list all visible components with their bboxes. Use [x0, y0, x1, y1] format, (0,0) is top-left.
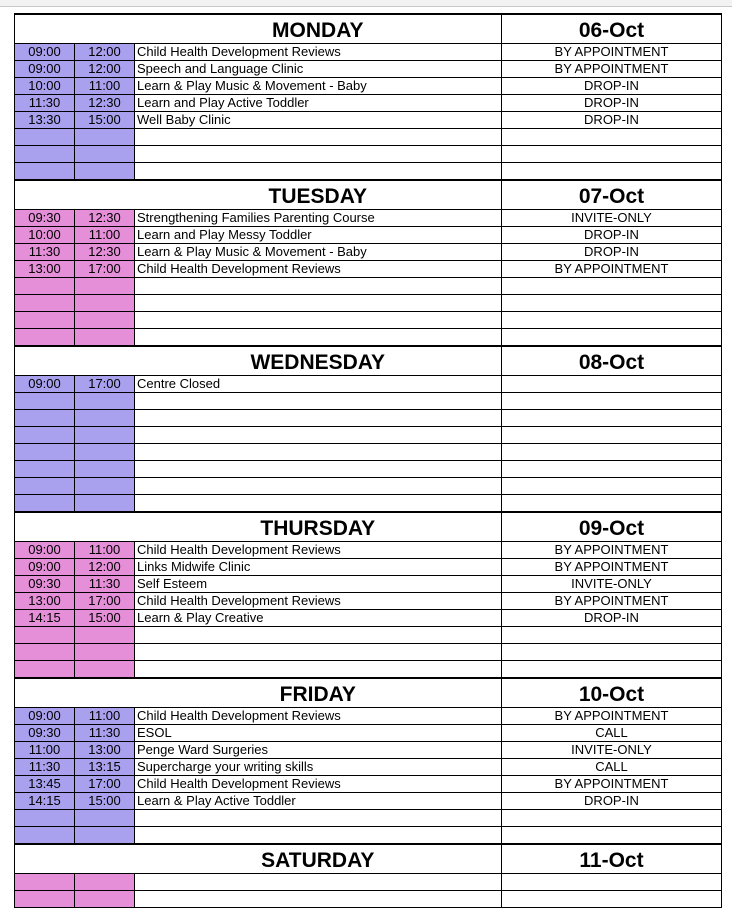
schedule-row	[15, 427, 722, 444]
booking-type-cell[interactable]	[502, 312, 722, 329]
end-time-cell[interactable]	[75, 827, 135, 845]
activity-cell[interactable]	[135, 661, 502, 679]
day-header-row	[15, 678, 722, 708]
schedule-row	[15, 742, 722, 759]
schedule-row	[15, 542, 722, 559]
schedule-row	[15, 478, 722, 495]
schedule-row	[15, 627, 722, 644]
start-time-cell[interactable]: 09:30	[15, 576, 75, 593]
schedule-row	[15, 95, 722, 112]
start-time-cell[interactable]	[15, 329, 75, 347]
end-time-cell[interactable]	[75, 129, 135, 146]
start-time-cell[interactable]: 14:15	[15, 610, 75, 627]
schedule-row	[15, 44, 722, 61]
end-time-cell[interactable]: 11:00	[75, 542, 135, 559]
end-time-cell[interactable]: 17:00	[75, 776, 135, 793]
end-time-cell[interactable]	[75, 146, 135, 163]
booking-type-cell[interactable]: DROP-IN	[502, 793, 722, 810]
schedule-row	[15, 278, 722, 295]
start-time-cell[interactable]: 09:00	[15, 44, 75, 61]
end-time-cell[interactable]: 12:00	[75, 44, 135, 61]
end-time-cell[interactable]	[75, 444, 135, 461]
schedule-row	[15, 810, 722, 827]
booking-type-cell[interactable]	[502, 129, 722, 146]
day-date[interactable]: 06-Oct	[502, 14, 722, 44]
schedule-row	[15, 444, 722, 461]
activity-cell[interactable]	[135, 163, 502, 181]
start-time-cell[interactable]	[15, 478, 75, 495]
activity-cell[interactable]	[135, 295, 502, 312]
booking-type-cell[interactable]: INVITE-ONLY	[502, 742, 722, 759]
start-time-cell[interactable]	[15, 393, 75, 410]
booking-type-cell[interactable]: BY APPOINTMENT	[502, 708, 722, 725]
schedule-row	[15, 78, 722, 95]
activity-cell[interactable]: Links Midwife Clinic	[135, 559, 502, 576]
end-time-cell[interactable]	[75, 312, 135, 329]
end-time-cell[interactable]: 17:00	[75, 593, 135, 610]
schedule-row	[15, 708, 722, 725]
booking-type-cell[interactable]	[502, 393, 722, 410]
day-date[interactable]: 09-Oct	[502, 512, 722, 542]
activity-cell[interactable]	[135, 278, 502, 295]
activity-cell[interactable]: Learn and Play Messy Toddler	[135, 227, 502, 244]
booking-type-cell[interactable]	[502, 627, 722, 644]
day-date[interactable]: 08-Oct	[502, 346, 722, 376]
start-time-cell[interactable]: 09:30	[15, 725, 75, 742]
booking-type-cell[interactable]: DROP-IN	[502, 95, 722, 112]
end-time-cell[interactable]	[75, 478, 135, 495]
booking-type-cell[interactable]	[502, 661, 722, 679]
activity-cell[interactable]: Child Health Development Reviews	[135, 44, 502, 61]
booking-type-cell[interactable]: BY APPOINTMENT	[502, 44, 722, 61]
schedule-row	[15, 210, 722, 227]
booking-type-cell[interactable]	[502, 495, 722, 513]
schedule-row	[15, 61, 722, 78]
start-time-cell[interactable]	[15, 278, 75, 295]
end-time-cell[interactable]	[75, 644, 135, 661]
schedule-row	[15, 227, 722, 244]
activity-cell[interactable]	[135, 478, 502, 495]
start-time-cell[interactable]: 09:00	[15, 708, 75, 725]
start-time-cell[interactable]: 11:00	[15, 742, 75, 759]
schedule-row	[15, 461, 722, 478]
end-time-cell[interactable]: 11:00	[75, 708, 135, 725]
start-time-cell[interactable]	[15, 810, 75, 827]
day-name[interactable]: MONDAY	[135, 14, 502, 44]
end-time-cell[interactable]: 11:30	[75, 725, 135, 742]
booking-type-cell[interactable]	[502, 376, 722, 393]
start-time-cell[interactable]	[15, 410, 75, 427]
booking-type-cell[interactable]: DROP-IN	[502, 112, 722, 129]
start-time-cell[interactable]	[15, 146, 75, 163]
schedule-row	[15, 129, 722, 146]
booking-type-cell[interactable]	[502, 329, 722, 347]
activity-cell[interactable]: Centre Closed	[135, 376, 502, 393]
start-time-cell[interactable]: 11:30	[15, 244, 75, 261]
schedule-row	[15, 725, 722, 742]
booking-type-cell[interactable]	[502, 478, 722, 495]
schedule-row	[15, 295, 722, 312]
activity-cell[interactable]: Child Health Development Reviews	[135, 593, 502, 610]
end-time-cell[interactable]: 15:00	[75, 610, 135, 627]
start-time-cell[interactable]: 09:00	[15, 559, 75, 576]
end-time-cell[interactable]: 15:00	[75, 112, 135, 129]
activity-cell[interactable]	[135, 146, 502, 163]
schedule-row	[15, 827, 722, 845]
schedule-row	[15, 559, 722, 576]
end-time-cell[interactable]: 11:30	[75, 576, 135, 593]
schedule-row	[15, 793, 722, 810]
schedule-row	[15, 644, 722, 661]
end-time-cell[interactable]: 12:30	[75, 95, 135, 112]
activity-cell[interactable]	[135, 874, 502, 891]
activity-cell[interactable]: Strengthening Families Parenting Course	[135, 210, 502, 227]
end-time-cell[interactable]: 11:00	[75, 227, 135, 244]
booking-type-cell[interactable]: DROP-IN	[502, 244, 722, 261]
activity-cell[interactable]: Learn and Play Active Toddler	[135, 95, 502, 112]
booking-type-cell[interactable]: CALL	[502, 725, 722, 742]
activity-cell[interactable]: Learn & Play Creative	[135, 610, 502, 627]
start-time-cell[interactable]	[15, 495, 75, 513]
end-time-cell[interactable]: 11:00	[75, 78, 135, 95]
schedule-row	[15, 610, 722, 627]
start-time-cell[interactable]: 10:00	[15, 78, 75, 95]
activity-cell[interactable]	[135, 461, 502, 478]
booking-type-cell[interactable]	[502, 146, 722, 163]
schedule-row	[15, 261, 722, 278]
day-date[interactable]: 11-Oct	[502, 844, 722, 874]
start-time-cell[interactable]	[15, 312, 75, 329]
activity-cell[interactable]: Learn & Play Music & Movement - Baby	[135, 78, 502, 95]
schedule-row	[15, 576, 722, 593]
activity-cell[interactable]	[135, 427, 502, 444]
start-time-cell[interactable]	[15, 444, 75, 461]
booking-type-cell[interactable]: BY APPOINTMENT	[502, 776, 722, 793]
booking-type-cell[interactable]	[502, 410, 722, 427]
start-time-cell[interactable]: 09:00	[15, 376, 75, 393]
end-time-cell[interactable]	[75, 163, 135, 181]
start-time-cell[interactable]	[15, 627, 75, 644]
weekly-timetable	[14, 13, 722, 908]
schedule-row	[15, 891, 722, 908]
booking-type-cell[interactable]	[502, 891, 722, 908]
end-time-cell[interactable]: 17:00	[75, 261, 135, 278]
activity-cell[interactable]: Child Health Development Reviews	[135, 542, 502, 559]
booking-type-cell[interactable]: BY APPOINTMENT	[502, 559, 722, 576]
start-time-cell[interactable]	[15, 661, 75, 679]
booking-type-cell[interactable]: INVITE-ONLY	[502, 576, 722, 593]
activity-cell[interactable]: Speech and Language Clinic	[135, 61, 502, 78]
booking-type-cell[interactable]	[502, 644, 722, 661]
start-time-cell[interactable]: 13:00	[15, 261, 75, 278]
activity-cell[interactable]	[135, 329, 502, 347]
day-header-blank	[15, 346, 135, 376]
schedule-row	[15, 376, 722, 393]
end-time-cell[interactable]	[75, 874, 135, 891]
activity-cell[interactable]	[135, 810, 502, 827]
schedule-row	[15, 163, 722, 181]
end-time-cell[interactable]	[75, 427, 135, 444]
day-header-blank	[15, 678, 135, 708]
start-time-cell[interactable]: 13:30	[15, 112, 75, 129]
end-time-cell[interactable]	[75, 661, 135, 679]
activity-cell[interactable]	[135, 627, 502, 644]
schedule-row	[15, 312, 722, 329]
activity-cell[interactable]	[135, 827, 502, 845]
day-header-row	[15, 14, 722, 44]
activity-cell[interactable]	[135, 393, 502, 410]
schedule-row	[15, 329, 722, 347]
activity-cell[interactable]: Learn & Play Music & Movement - Baby	[135, 244, 502, 261]
day-name[interactable]: FRIDAY	[135, 678, 502, 708]
booking-type-cell[interactable]: CALL	[502, 759, 722, 776]
activity-cell[interactable]: Penge Ward Surgeries	[135, 742, 502, 759]
booking-type-cell[interactable]: BY APPOINTMENT	[502, 61, 722, 78]
end-time-cell[interactable]	[75, 295, 135, 312]
start-time-cell[interactable]: 09:30	[15, 210, 75, 227]
activity-cell[interactable]: Child Health Development Reviews	[135, 261, 502, 278]
schedule-row	[15, 776, 722, 793]
booking-type-cell[interactable]	[502, 810, 722, 827]
booking-type-cell[interactable]	[502, 295, 722, 312]
booking-type-cell[interactable]: BY APPOINTMENT	[502, 261, 722, 278]
activity-cell[interactable]	[135, 410, 502, 427]
booking-type-cell[interactable]: BY APPOINTMENT	[502, 593, 722, 610]
activity-cell[interactable]: Self Esteem	[135, 576, 502, 593]
schedule-row	[15, 146, 722, 163]
booking-type-cell[interactable]	[502, 461, 722, 478]
booking-type-cell[interactable]	[502, 278, 722, 295]
end-time-cell[interactable]	[75, 810, 135, 827]
day-header-blank	[15, 14, 135, 44]
end-time-cell[interactable]	[75, 410, 135, 427]
schedule-row	[15, 593, 722, 610]
start-time-cell[interactable]	[15, 129, 75, 146]
day-header-row	[15, 512, 722, 542]
booking-type-cell[interactable]	[502, 874, 722, 891]
start-time-cell[interactable]: 13:00	[15, 593, 75, 610]
start-time-cell[interactable]: 09:00	[15, 542, 75, 559]
end-time-cell[interactable]	[75, 891, 135, 908]
day-header-row	[15, 346, 722, 376]
end-time-cell[interactable]: 12:00	[75, 559, 135, 576]
start-time-cell[interactable]	[15, 295, 75, 312]
end-time-cell[interactable]: 13:00	[75, 742, 135, 759]
schedule-row	[15, 874, 722, 891]
start-time-cell[interactable]: 09:00	[15, 61, 75, 78]
activity-cell[interactable]: Child Health Development Reviews	[135, 776, 502, 793]
day-date[interactable]: 10-Oct	[502, 678, 722, 708]
end-time-cell[interactable]: 12:30	[75, 210, 135, 227]
end-time-cell[interactable]	[75, 278, 135, 295]
day-name[interactable]: THURSDAY	[135, 512, 502, 542]
day-name[interactable]: WEDNESDAY	[135, 346, 502, 376]
day-header-blank	[15, 512, 135, 542]
start-time-cell[interactable]: 11:30	[15, 95, 75, 112]
booking-type-cell[interactable]: BY APPOINTMENT	[502, 542, 722, 559]
start-time-cell[interactable]	[15, 163, 75, 181]
day-header-blank	[15, 180, 135, 210]
activity-cell[interactable]	[135, 444, 502, 461]
schedule-row	[15, 495, 722, 513]
day-date[interactable]: 07-Oct	[502, 180, 722, 210]
end-time-cell[interactable]	[75, 329, 135, 347]
end-time-cell[interactable]: 17:00	[75, 376, 135, 393]
activity-cell[interactable]	[135, 891, 502, 908]
activity-cell[interactable]: Child Health Development Reviews	[135, 708, 502, 725]
day-header-row	[15, 180, 722, 210]
day-header-row	[15, 844, 722, 874]
start-time-cell[interactable]	[15, 644, 75, 661]
activity-cell[interactable]: Well Baby Clinic	[135, 112, 502, 129]
column-header-strip	[0, 0, 732, 7]
start-time-cell[interactable]: 14:15	[15, 793, 75, 810]
booking-type-cell[interactable]: INVITE-ONLY	[502, 210, 722, 227]
day-name[interactable]: TUESDAY	[135, 180, 502, 210]
activity-cell[interactable]	[135, 644, 502, 661]
booking-type-cell[interactable]: DROP-IN	[502, 227, 722, 244]
schedule-row	[15, 393, 722, 410]
schedule-row	[15, 759, 722, 776]
start-time-cell[interactable]	[15, 891, 75, 908]
booking-type-cell[interactable]	[502, 444, 722, 461]
activity-cell[interactable]: Supercharge your writing skills	[135, 759, 502, 776]
schedule-row	[15, 244, 722, 261]
start-time-cell[interactable]	[15, 827, 75, 845]
end-time-cell[interactable]	[75, 627, 135, 644]
activity-cell[interactable]	[135, 495, 502, 513]
schedule-row	[15, 112, 722, 129]
activity-cell[interactable]	[135, 312, 502, 329]
end-time-cell[interactable]: 15:00	[75, 793, 135, 810]
booking-type-cell[interactable]: DROP-IN	[502, 78, 722, 95]
end-time-cell[interactable]: 13:15	[75, 759, 135, 776]
end-time-cell[interactable]: 12:00	[75, 61, 135, 78]
end-time-cell[interactable]	[75, 393, 135, 410]
start-time-cell[interactable]	[15, 427, 75, 444]
booking-type-cell[interactable]: DROP-IN	[502, 610, 722, 627]
schedule-row	[15, 410, 722, 427]
day-header-blank	[15, 844, 135, 874]
booking-type-cell[interactable]	[502, 427, 722, 444]
activity-cell[interactable]	[135, 129, 502, 146]
start-time-cell[interactable]	[15, 461, 75, 478]
activity-cell[interactable]: Learn & Play Active Toddler	[135, 793, 502, 810]
start-time-cell[interactable]	[15, 874, 75, 891]
day-name[interactable]: SATURDAY	[135, 844, 502, 874]
start-time-cell[interactable]: 10:00	[15, 227, 75, 244]
booking-type-cell[interactable]	[502, 163, 722, 181]
activity-cell[interactable]: ESOL	[135, 725, 502, 742]
end-time-cell[interactable]: 12:30	[75, 244, 135, 261]
start-time-cell[interactable]: 11:30	[15, 759, 75, 776]
end-time-cell[interactable]	[75, 495, 135, 513]
start-time-cell[interactable]: 13:45	[15, 776, 75, 793]
booking-type-cell[interactable]	[502, 827, 722, 845]
end-time-cell[interactable]	[75, 461, 135, 478]
schedule-row	[15, 661, 722, 679]
